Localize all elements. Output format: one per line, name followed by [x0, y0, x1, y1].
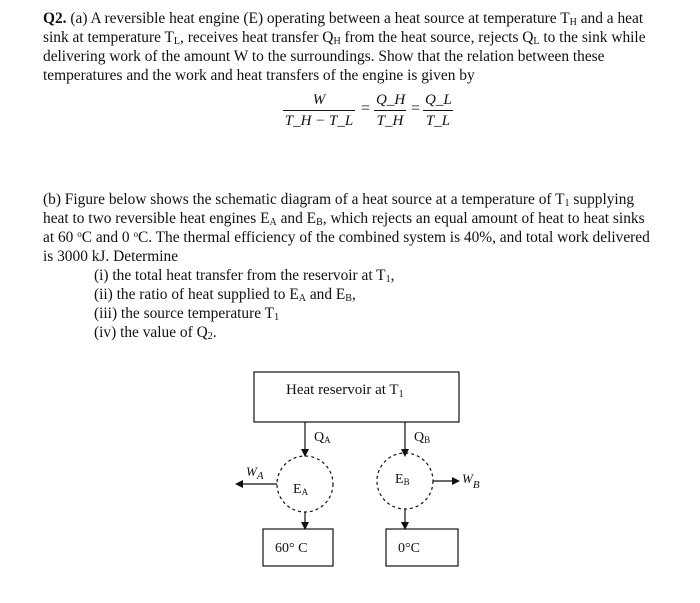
sub-question-iv: (iv) the value of Q2.	[94, 324, 217, 342]
fraction-ql-numerator: Q_L	[423, 92, 453, 111]
fraction-qh-numerator: Q_H	[374, 92, 406, 111]
sink-b-box	[386, 529, 458, 566]
part-a-line-1: Q2. (a) A reversible heat engine (E) operating between a heat source at temperature TH and a heat	[43, 10, 644, 28]
fraction-ql-denominator: T_L	[425, 113, 451, 129]
part-a-line-3: delivering work of the amount W to the surroundings. Show that the relation between these	[43, 48, 605, 65]
sub-question-ii: (ii) the ratio of heat supplied to EA and EB,	[94, 286, 356, 304]
heat-reservoir-label: Heat reservoir at $T_1$	[286, 382, 404, 400]
work-wb-label: $W_B$	[462, 471, 480, 491]
part-a-line-4: temperatures and the work and heat transfers of the engine is given by	[43, 67, 475, 84]
work-wa-label: $W_A$	[246, 464, 264, 482]
sub-question-iii: (iii) the source temperature T1	[94, 305, 280, 323]
part-b-line-3: at 60 $^o$C and 0 $^o$C. The thermal efficiency of the combined system is 40%, and total work delivered	[43, 229, 650, 246]
equals-sign-2: =	[411, 100, 421, 117]
part-b-line-1: (b) Figure below shows the schematic diagram of a heat source at a temperature of T1 supplying	[43, 191, 635, 209]
part-b-line-2: heat to two reversible heat engines EA and EB, which rejects an equal amount of heat to heat sinks	[43, 210, 645, 228]
fraction-qh-denominator: T_H	[376, 113, 404, 129]
equals-sign-1: =	[361, 100, 371, 117]
sink-a-label: 60° C	[275, 541, 308, 556]
fraction-work-numerator: W	[283, 92, 355, 111]
part-a-line-2: sink at temperature TL, receives heat transfer QH from the heat source, rejects QL to the sink while	[43, 29, 646, 47]
sub-question-i: (i) the total heat transfer from the reservoir at T1,	[94, 267, 395, 285]
heat-qb-label: QB	[414, 430, 431, 445]
fraction-work-denominator: T_H − T_L	[284, 113, 354, 129]
part-b-line-4: is 3000 kJ. Determine	[43, 248, 179, 265]
sink-b-label: 0°C	[398, 541, 420, 556]
question-label: Q2.	[43, 10, 67, 27]
engine-a-label: EA	[293, 482, 309, 497]
engine-a-circle	[277, 456, 333, 512]
heat-qa-label: QA	[314, 430, 331, 445]
engine-b-label: EB	[395, 472, 410, 487]
